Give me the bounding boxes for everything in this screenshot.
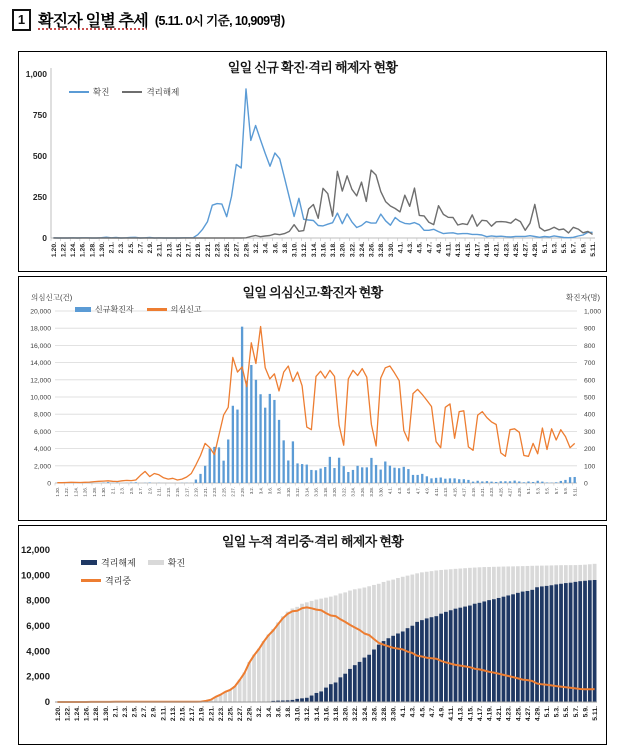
svg-text:0: 0 xyxy=(42,233,47,243)
svg-text:3.28.: 3.28. xyxy=(369,487,375,497)
svg-text:3.20.: 3.20. xyxy=(339,242,347,258)
svg-text:4.15.: 4.15. xyxy=(467,706,475,722)
legend-item-cum-released xyxy=(81,556,136,569)
svg-text:1.28.: 1.28. xyxy=(93,706,101,722)
chart-panel-suspected-reports xyxy=(18,276,607,521)
svg-text:3.18.: 3.18. xyxy=(322,487,328,497)
legend-label-cum-released: 격리해제 xyxy=(101,558,136,568)
svg-text:900: 900 xyxy=(584,325,596,333)
svg-text:4.21.: 4.21. xyxy=(493,242,501,258)
svg-text:3.10.: 3.10. xyxy=(291,242,299,258)
svg-text:5.1.: 5.1. xyxy=(541,242,549,254)
cum-released-bar-swatch xyxy=(81,560,97,565)
svg-text:3.14.: 3.14. xyxy=(304,487,310,497)
svg-text:4.29.: 4.29. xyxy=(534,706,542,722)
svg-text:3.10.: 3.10. xyxy=(285,487,291,497)
svg-text:3.4.: 3.4. xyxy=(262,242,270,254)
svg-text:1.24.: 1.24. xyxy=(73,706,81,722)
svg-text:2.11.: 2.11. xyxy=(156,242,164,257)
svg-text:1.30.: 1.30. xyxy=(102,706,110,722)
svg-text:4.1.: 4.1. xyxy=(400,706,408,718)
svg-text:4.29.: 4.29. xyxy=(532,242,540,258)
svg-text:2.17.: 2.17. xyxy=(185,242,193,258)
svg-text:2.25.: 2.25. xyxy=(227,706,235,722)
svg-text:2.19.: 2.19. xyxy=(198,706,206,722)
svg-text:3.14.: 3.14. xyxy=(310,242,318,258)
svg-text:2,000: 2,000 xyxy=(33,463,51,471)
svg-text:2.1.: 2.1. xyxy=(108,242,116,254)
svg-text:5.5.: 5.5. xyxy=(561,242,569,254)
svg-text:4.27.: 4.27. xyxy=(524,706,532,722)
svg-text:2.11.: 2.11. xyxy=(156,487,162,497)
svg-text:5.5.: 5.5. xyxy=(544,487,550,495)
svg-text:4.21.: 4.21. xyxy=(496,706,504,722)
chart3-title: 일일 누적 격리중·격리 해제자 현황 xyxy=(221,534,404,549)
svg-text:2.27.: 2.27. xyxy=(233,242,241,258)
svg-text:3.24.: 3.24. xyxy=(358,242,366,258)
legend-label-suspected: 의심신고 xyxy=(170,305,202,314)
svg-text:4.5.: 4.5. xyxy=(419,706,427,718)
svg-text:250: 250 xyxy=(32,192,47,202)
svg-text:2.15.: 2.15. xyxy=(175,242,183,258)
svg-text:3.30.: 3.30. xyxy=(387,242,395,258)
svg-text:5.9.: 5.9. xyxy=(563,487,569,495)
svg-text:3.14.: 3.14. xyxy=(313,706,321,722)
svg-text:3.12.: 3.12. xyxy=(304,706,312,722)
svg-text:5.9.: 5.9. xyxy=(580,242,588,254)
svg-text:2.29.: 2.29. xyxy=(239,487,245,497)
svg-text:4.21.: 4.21. xyxy=(480,487,486,497)
chart3-legend xyxy=(81,556,185,587)
svg-text:3.2.: 3.2. xyxy=(249,487,255,495)
legend-item-cum-confirmed xyxy=(148,556,185,569)
svg-text:4,000: 4,000 xyxy=(33,446,51,454)
svg-text:4,000: 4,000 xyxy=(26,646,50,658)
svg-text:1.30.: 1.30. xyxy=(101,487,107,497)
legend-item-in-quarantine xyxy=(81,574,131,587)
svg-text:3.6.: 3.6. xyxy=(267,487,273,495)
svg-text:12,000: 12,000 xyxy=(20,545,50,556)
svg-text:3.22.: 3.22. xyxy=(341,487,347,497)
chart2-legend xyxy=(75,304,202,315)
svg-text:2.7.: 2.7. xyxy=(138,487,144,495)
svg-text:200: 200 xyxy=(584,446,596,454)
svg-text:4.23.: 4.23. xyxy=(503,242,511,258)
svg-text:2.3.: 2.3. xyxy=(118,242,126,254)
chart2-left-axis-caption: 의심신고(건) xyxy=(31,293,73,302)
svg-text:0: 0 xyxy=(44,697,50,708)
svg-text:2.13.: 2.13. xyxy=(166,242,174,258)
svg-text:4.3.: 4.3. xyxy=(409,706,417,718)
new-confirmed-bar-swatch xyxy=(75,307,91,312)
svg-text:4.5.: 4.5. xyxy=(406,487,412,495)
chart-panel-daily-new-cases xyxy=(18,51,607,272)
svg-text:2.29.: 2.29. xyxy=(246,706,254,722)
released-line-swatch xyxy=(122,91,142,94)
svg-text:1.28.: 1.28. xyxy=(89,242,97,258)
svg-text:3.6.: 3.6. xyxy=(275,706,283,718)
svg-text:2.23.: 2.23. xyxy=(212,487,218,497)
svg-text:2.5.: 2.5. xyxy=(131,706,139,718)
suspected-line-swatch xyxy=(147,308,167,311)
svg-text:4.27.: 4.27. xyxy=(522,242,530,258)
legend-label-released: 격리해제 xyxy=(146,87,180,97)
svg-text:300: 300 xyxy=(584,428,596,436)
svg-text:500: 500 xyxy=(584,394,596,402)
svg-text:2.23.: 2.23. xyxy=(217,706,225,722)
svg-text:3.28.: 3.28. xyxy=(378,242,386,258)
chart1-title: 일일 신규 확진·격리 해제자 현황 xyxy=(227,60,398,75)
confirmed-line-swatch xyxy=(69,91,89,94)
svg-text:3.16.: 3.16. xyxy=(313,487,319,497)
svg-text:3.18.: 3.18. xyxy=(332,706,340,722)
svg-text:2.19.: 2.19. xyxy=(195,242,203,258)
svg-text:4.15.: 4.15. xyxy=(464,242,472,258)
svg-text:8,000: 8,000 xyxy=(26,595,50,607)
legend-label-cum-confirmed: 확진 xyxy=(167,558,186,568)
svg-text:2.25.: 2.25. xyxy=(224,242,232,258)
section-number-box: 1 xyxy=(12,9,31,31)
svg-text:4.7.: 4.7. xyxy=(415,487,421,495)
svg-text:2.15.: 2.15. xyxy=(179,706,187,722)
svg-text:2.13.: 2.13. xyxy=(169,706,177,722)
svg-text:3.26.: 3.26. xyxy=(371,706,379,722)
svg-text:4.15.: 4.15. xyxy=(452,487,458,497)
svg-text:3.24.: 3.24. xyxy=(350,487,356,497)
legend-label-new-confirmed: 신규확진자 xyxy=(95,305,134,314)
svg-text:12,000: 12,000 xyxy=(30,377,51,385)
svg-text:3.20.: 3.20. xyxy=(342,706,350,722)
svg-text:5.11.: 5.11. xyxy=(572,487,578,497)
svg-text:2.21.: 2.21. xyxy=(204,242,212,258)
svg-text:1.28.: 1.28. xyxy=(91,487,97,497)
svg-text:5.3.: 5.3. xyxy=(535,487,541,495)
svg-text:3.8.: 3.8. xyxy=(285,706,293,718)
svg-text:3.6.: 3.6. xyxy=(272,242,280,254)
svg-text:3.16.: 3.16. xyxy=(323,706,331,722)
svg-text:3.24.: 3.24. xyxy=(361,706,369,722)
svg-text:4.27.: 4.27. xyxy=(507,487,513,497)
svg-text:4.7.: 4.7. xyxy=(428,706,436,718)
svg-text:4.13.: 4.13. xyxy=(443,487,449,497)
svg-text:2.3.: 2.3. xyxy=(121,706,129,718)
legend-label-in-quarantine: 격리중 xyxy=(105,576,132,586)
svg-text:1,000: 1,000 xyxy=(25,69,47,79)
svg-text:3.26.: 3.26. xyxy=(368,242,376,258)
svg-text:1.20.: 1.20. xyxy=(55,487,61,497)
svg-text:3.4.: 3.4. xyxy=(265,706,273,718)
svg-text:500: 500 xyxy=(32,151,47,161)
legend-label-confirmed: 확진 xyxy=(93,87,110,97)
svg-text:600: 600 xyxy=(584,377,596,385)
svg-text:4.19.: 4.19. xyxy=(486,706,494,722)
svg-text:750: 750 xyxy=(32,110,47,120)
svg-text:2.7.: 2.7. xyxy=(141,706,149,718)
svg-text:2.1.: 2.1. xyxy=(110,487,116,495)
svg-text:5.7.: 5.7. xyxy=(553,487,559,495)
svg-text:4.25.: 4.25. xyxy=(512,242,520,258)
svg-text:4.25.: 4.25. xyxy=(515,706,523,722)
legend-item-suspected xyxy=(147,304,202,315)
svg-text:700: 700 xyxy=(584,360,596,368)
svg-text:3.26.: 3.26. xyxy=(359,487,365,497)
svg-text:4.23.: 4.23. xyxy=(489,487,495,497)
svg-text:3.12.: 3.12. xyxy=(301,242,309,258)
svg-text:5.3.: 5.3. xyxy=(551,242,559,254)
svg-text:20,000: 20,000 xyxy=(30,308,51,316)
svg-text:16,000: 16,000 xyxy=(30,342,51,350)
svg-text:4.23.: 4.23. xyxy=(505,706,513,722)
svg-text:1.20.: 1.20. xyxy=(50,242,58,258)
svg-text:2.29.: 2.29. xyxy=(243,242,251,258)
svg-text:0: 0 xyxy=(47,480,51,488)
chart3-legend-row1 xyxy=(81,556,185,569)
svg-text:2.17.: 2.17. xyxy=(189,706,197,722)
svg-text:2.19.: 2.19. xyxy=(193,487,199,497)
svg-text:2.27.: 2.27. xyxy=(230,487,236,497)
svg-text:3.2.: 3.2. xyxy=(256,706,264,718)
svg-text:4.3.: 4.3. xyxy=(407,242,415,254)
chart1-legend xyxy=(69,86,179,98)
svg-text:10,000: 10,000 xyxy=(30,394,51,402)
svg-text:18,000: 18,000 xyxy=(30,325,51,333)
svg-text:2.5.: 2.5. xyxy=(128,487,134,495)
svg-text:2.15.: 2.15. xyxy=(175,487,181,497)
svg-text:4.11.: 4.11. xyxy=(433,487,439,497)
svg-text:5.3.: 5.3. xyxy=(553,706,561,718)
svg-text:0: 0 xyxy=(584,480,588,488)
svg-text:3.10.: 3.10. xyxy=(294,706,302,722)
svg-text:800: 800 xyxy=(584,342,596,350)
svg-text:3.28.: 3.28. xyxy=(380,706,388,722)
svg-text:2.9.: 2.9. xyxy=(150,706,158,718)
svg-text:4.25.: 4.25. xyxy=(498,487,504,497)
svg-text:1.30.: 1.30. xyxy=(98,242,106,258)
svg-text:4.17.: 4.17. xyxy=(476,706,484,722)
svg-text:4.7.: 4.7. xyxy=(426,242,434,254)
chart2-right-axis-caption: 확진자(명) xyxy=(566,293,600,302)
svg-text:4.3.: 4.3. xyxy=(396,487,402,495)
svg-text:1.26.: 1.26. xyxy=(82,487,88,497)
svg-text:4.9.: 4.9. xyxy=(438,706,446,718)
svg-text:1,000: 1,000 xyxy=(584,308,602,316)
svg-text:3.16.: 3.16. xyxy=(320,242,328,258)
svg-text:4.11.: 4.11. xyxy=(445,242,453,257)
svg-text:2.7.: 2.7. xyxy=(137,242,145,254)
svg-text:2.13.: 2.13. xyxy=(165,487,171,497)
daily-new-cases-line-chart xyxy=(19,52,606,271)
svg-text:3.2.: 3.2. xyxy=(253,242,261,254)
svg-text:10,000: 10,000 xyxy=(20,570,50,582)
svg-text:3.20.: 3.20. xyxy=(332,487,338,497)
svg-text:2.11.: 2.11. xyxy=(160,706,168,721)
svg-text:4.19.: 4.19. xyxy=(484,242,492,258)
svg-text:3.22.: 3.22. xyxy=(349,242,357,258)
svg-text:2.1.: 2.1. xyxy=(112,706,120,718)
page-header xyxy=(12,8,285,31)
svg-text:4.17.: 4.17. xyxy=(474,242,482,258)
svg-text:3.30.: 3.30. xyxy=(390,706,398,722)
svg-text:5.7.: 5.7. xyxy=(570,242,578,254)
legend-item-released xyxy=(122,86,179,98)
svg-text:5.5.: 5.5. xyxy=(563,706,571,718)
svg-text:8,000: 8,000 xyxy=(33,411,51,419)
svg-text:2.5.: 2.5. xyxy=(127,242,135,254)
svg-text:100: 100 xyxy=(584,463,596,471)
svg-text:5.11.: 5.11. xyxy=(589,242,597,257)
svg-text:4.9.: 4.9. xyxy=(435,242,443,254)
svg-text:400: 400 xyxy=(584,411,596,419)
svg-text:1.22.: 1.22. xyxy=(64,706,72,722)
svg-text:4.17.: 4.17. xyxy=(461,487,467,497)
svg-text:1.20.: 1.20. xyxy=(54,706,62,722)
cum-confirmed-bar-swatch xyxy=(148,560,164,565)
svg-text:3.30.: 3.30. xyxy=(378,487,384,497)
in-quarantine-line-swatch xyxy=(81,579,101,582)
svg-text:3.18.: 3.18. xyxy=(330,242,338,258)
svg-text:4.29.: 4.29. xyxy=(516,487,522,497)
page-title-note: (5.11. 0시 기준, 10,909명) xyxy=(154,13,285,28)
chart2-title: 일일 의심신고·확진자 현황 xyxy=(242,285,383,300)
svg-text:3.4.: 3.4. xyxy=(258,487,264,495)
legend-item-new-confirmed xyxy=(75,304,134,315)
svg-text:2.25.: 2.25. xyxy=(221,487,227,497)
svg-text:4.19.: 4.19. xyxy=(470,487,476,497)
legend-item-confirmed xyxy=(69,86,109,98)
svg-text:2.23.: 2.23. xyxy=(214,242,222,258)
chart3-legend-row2 xyxy=(81,574,131,587)
svg-text:4.11.: 4.11. xyxy=(448,706,456,721)
svg-text:2.9.: 2.9. xyxy=(147,487,153,495)
svg-text:3.22.: 3.22. xyxy=(352,706,360,722)
svg-text:2.27.: 2.27. xyxy=(237,706,245,722)
chart-panel-cumulative xyxy=(18,525,607,745)
svg-text:1.26.: 1.26. xyxy=(83,706,91,722)
svg-text:1.22.: 1.22. xyxy=(64,487,70,497)
svg-text:14,000: 14,000 xyxy=(30,360,51,368)
svg-text:2.9.: 2.9. xyxy=(147,242,155,254)
svg-text:4.9.: 4.9. xyxy=(424,487,430,495)
svg-text:2.21.: 2.21. xyxy=(202,487,208,497)
svg-text:5.1.: 5.1. xyxy=(544,706,552,718)
page-title: 확진자 일별 추세 xyxy=(38,13,148,30)
svg-text:2.17.: 2.17. xyxy=(184,487,190,497)
svg-text:4.1.: 4.1. xyxy=(397,242,405,254)
svg-text:1.22.: 1.22. xyxy=(60,242,68,258)
svg-text:4.1.: 4.1. xyxy=(387,487,393,495)
svg-text:2,000: 2,000 xyxy=(26,671,50,683)
svg-text:4.5.: 4.5. xyxy=(416,242,424,254)
svg-text:6,000: 6,000 xyxy=(26,621,50,632)
svg-text:5.11.: 5.11. xyxy=(592,706,600,721)
svg-text:5.9.: 5.9. xyxy=(582,706,590,718)
svg-text:2.21.: 2.21. xyxy=(208,706,216,722)
svg-text:3.12.: 3.12. xyxy=(295,487,301,497)
svg-text:5.1.: 5.1. xyxy=(526,487,532,495)
svg-text:4.13.: 4.13. xyxy=(455,242,463,258)
svg-text:1.24.: 1.24. xyxy=(73,487,79,497)
svg-text:1.26.: 1.26. xyxy=(79,242,87,258)
svg-text:5.7.: 5.7. xyxy=(572,706,580,718)
svg-text:3.8.: 3.8. xyxy=(281,242,289,254)
svg-text:3.8.: 3.8. xyxy=(276,487,282,495)
svg-text:2.3.: 2.3. xyxy=(119,487,125,495)
svg-text:6,000: 6,000 xyxy=(33,428,51,436)
svg-text:1.24.: 1.24. xyxy=(70,242,78,258)
svg-text:4.13.: 4.13. xyxy=(457,706,465,722)
